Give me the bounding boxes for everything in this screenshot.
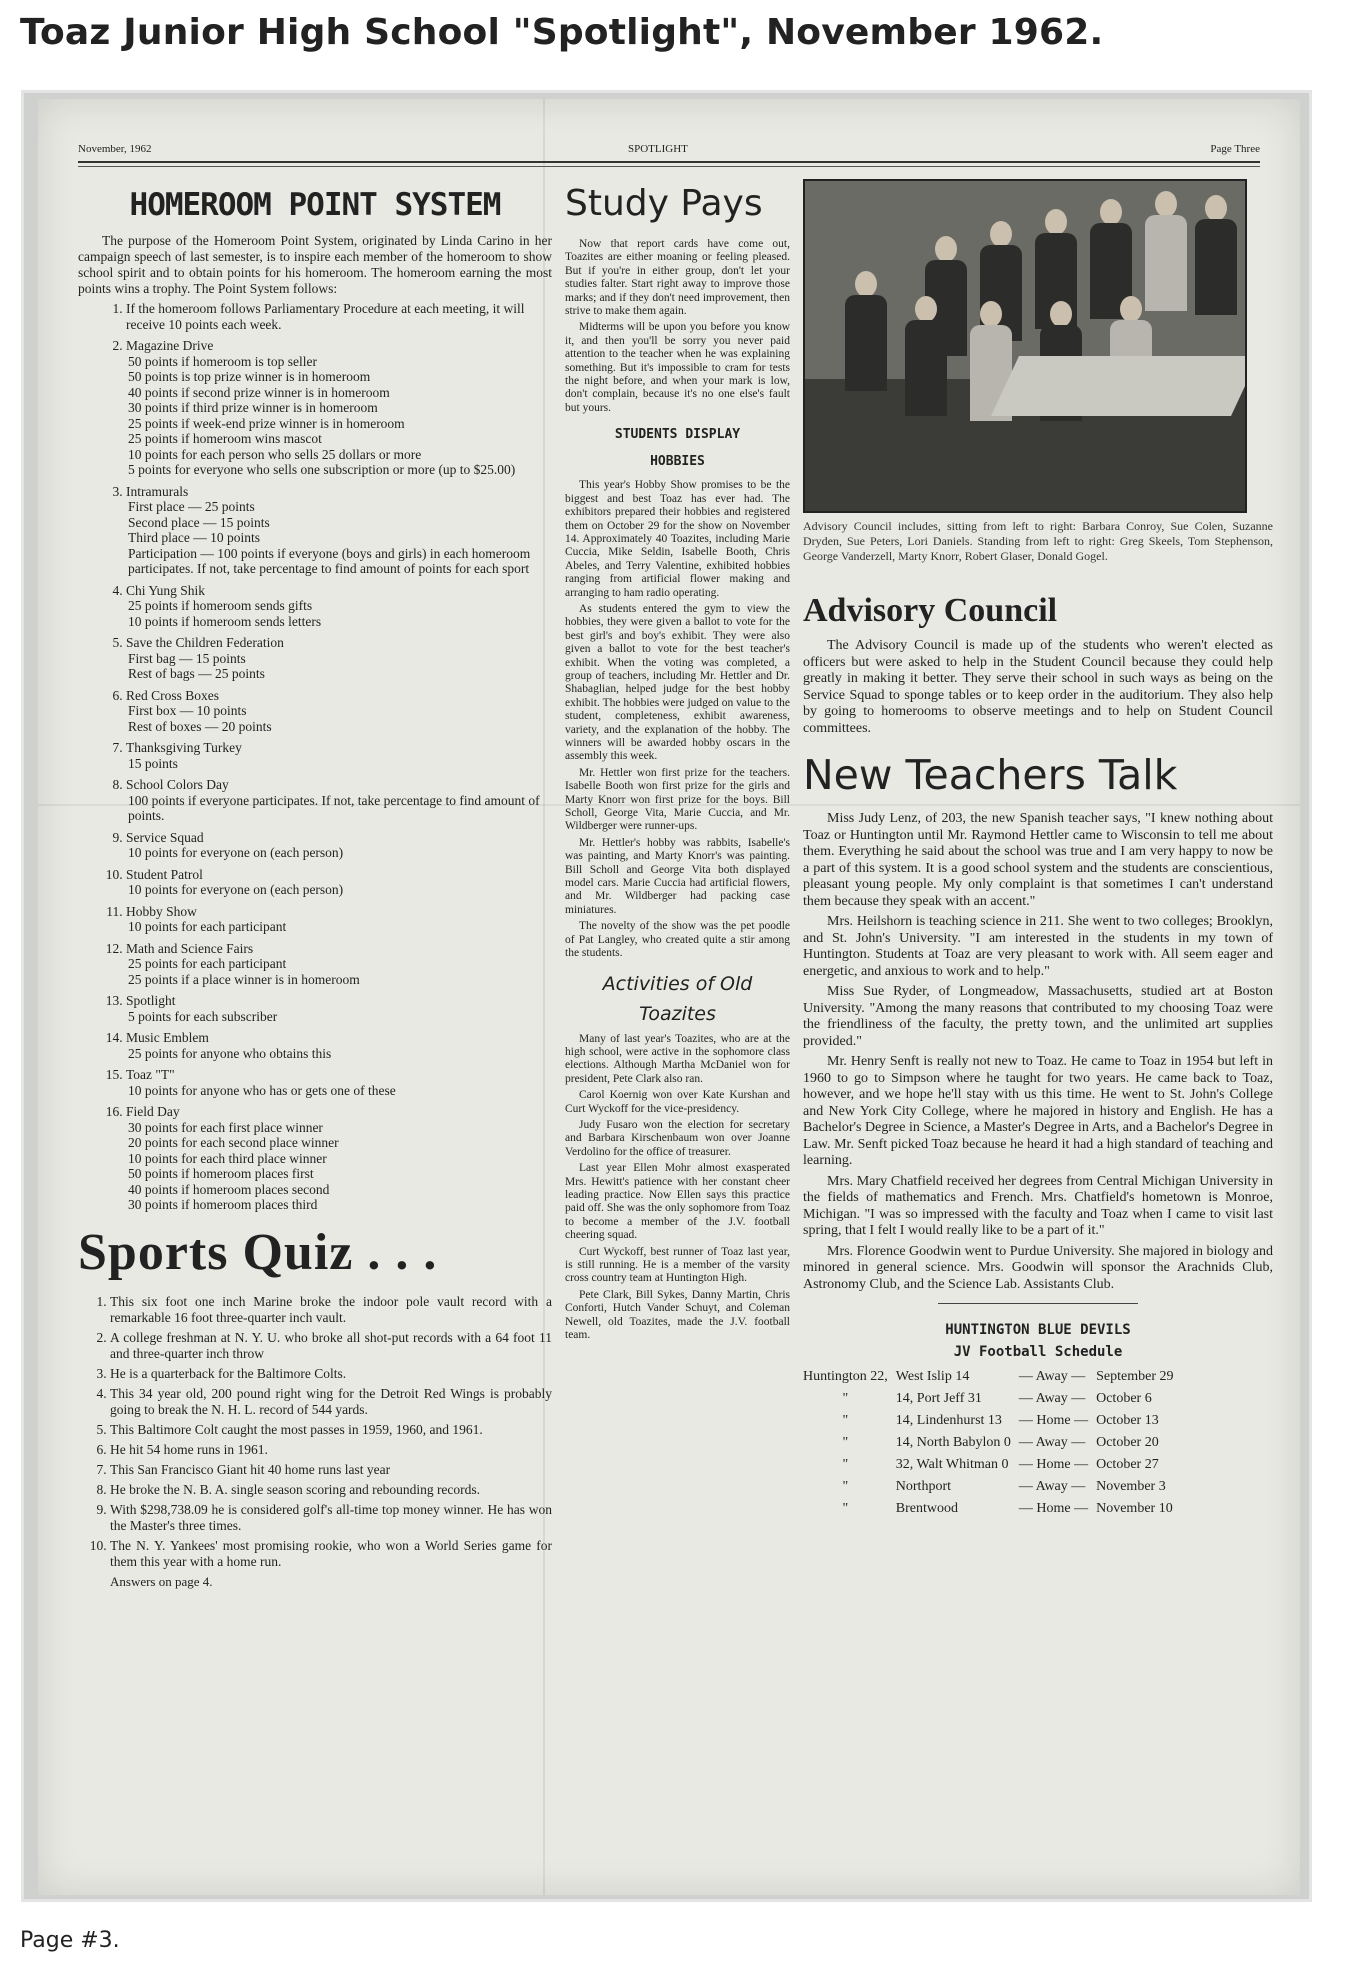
page-title: Toaz Junior High School "Spotlight", November 1962. bbox=[20, 12, 1104, 53]
page-footer: Page #3. bbox=[20, 1928, 120, 1953]
divider bbox=[938, 1303, 1138, 1304]
table-row: " 14, Lindenhurst 13 — Home — October 13 bbox=[842, 1413, 1159, 1428]
activities-paragraph: Carol Koernig won over Kate Kurshan and Curt Wyckoff for the vice-presidency. bbox=[565, 1089, 790, 1115]
quiz-question: 3. He is a quarterback for the Baltimore Colts. bbox=[110, 1366, 552, 1382]
masthead-page: Page Three bbox=[1210, 143, 1260, 155]
advisory-text: The Advisory Council is made up of the students who weren't elected as officers but were asked to help in the Student Council because they could help greatly in making it better. They serve their school in such ways as being on the Service Squad to sponge tables or to keep order in the auditorium. They also help by going to homerooms to observe meetings and to help on Student Council committees. bbox=[803, 638, 1273, 736]
table-row: Huntington 22, West Islip 14 — Away — September 29 bbox=[803, 1369, 1174, 1384]
activities-paragraph: Pete Clark, Bill Sykes, Danny Martin, Chris Conforti, Hutch Vander Schuyt, and Coleman Newell, old Toazites, made the J.V. football team. bbox=[565, 1288, 790, 1342]
point-item: 5. Save the Children Federation First bag — 15 points Rest of bags — 25 points bbox=[126, 635, 552, 682]
point-item: 16. Field Day 30 points for each first place winner 20 points for each second place winner 10 points for each third place winner 50 points if homeroom places first 40 points if homeroom places second 30 points if homeroom places third bbox=[126, 1104, 552, 1213]
group-photo bbox=[803, 179, 1247, 513]
masthead-date: November, 1962 bbox=[78, 143, 152, 155]
quiz-question: 5. This Baltimore Colt caught the most passes in 1959, 1960, and 1961. bbox=[110, 1422, 552, 1438]
quiz-question: 1. This six foot one inch Marine broke the indoor pole vault record with a remarkable 16 foot three-quarter inch vault. bbox=[110, 1294, 552, 1326]
quiz-question: 6. He hit 54 home runs in 1961. bbox=[110, 1442, 552, 1458]
sports-quiz-heading: Sports Quiz . . . bbox=[78, 1223, 438, 1281]
hobbies-paragraph: This year's Hobby Show promises to be the biggest and best Toaz has ever had. The exhibitors prepared their hobbies and registered them on October 29 for the show on November 14. Approximately 40 Toazites, including Marie Cuccia, Mike Seldin, Isabelle Booth, Chris Abeles, and Terry Valentine, exhibited hobbies ranging from artificial flower making and arranging to ham radio operating. bbox=[565, 479, 790, 599]
teachers-paragraph: Miss Sue Ryder, of Longmeadow, Massachusetts, studied art at Boston University. "Among the many reasons that contributed to my choosing Toaz were the friendliness of the faculty, the pretty town, and the unlimited art supplies provided." bbox=[803, 984, 1273, 1049]
point-item: 11. Hobby Show 10 points for each participant bbox=[126, 904, 552, 935]
quiz-list bbox=[78, 1294, 552, 1570]
newspaper-photo bbox=[21, 90, 1312, 1902]
quiz-answers-note: Answers on page 4. bbox=[110, 1573, 213, 1589]
point-item: 14. Music Emblem 25 points for anyone who obtains this bbox=[126, 1030, 552, 1061]
teachers-paragraph: Mrs. Heilshorn is teaching science in 211. She went to two colleges; Brooklyn, and St. John's University. "I am interested in the students in my town of Huntington. Students at Toaz are very pleasant to work with. All seem eager and energetic, and anxious to work and to help." bbox=[803, 914, 1273, 979]
advisory-heading: Advisory Council bbox=[803, 592, 1058, 629]
quiz-question: 9. With $298,738.09 he is considered golf's all-time top money winner. He has won the Master's three times. bbox=[110, 1502, 552, 1534]
quiz-question: 10. The N. Y. Yankees' most promising rookie, who won a World Series game for them this year with a home run. bbox=[110, 1538, 552, 1570]
column-right bbox=[803, 179, 1273, 1520]
masthead-rule bbox=[78, 161, 1260, 167]
hobbies-paragraph: Mr. Hettler won first prize for the teachers. Isabelle Booth won first prize for the girls and Marty Knorr won first prize for the boys. Bill Scholl, George Vita, Marie Cuccia, and Mr. Wildberger were runner-ups. bbox=[565, 766, 790, 833]
table-row: " 14, North Babylon 0 — Away — October 20 bbox=[842, 1435, 1159, 1450]
schedule-heading: HUNTINGTON BLUE DEVILS bbox=[945, 1322, 1131, 1338]
study-pays-heading: Study Pays bbox=[565, 183, 763, 224]
point-item: 3. Intramurals First place — 25 points Second place — 15 points Third place — 10 points Participation — 100 points if everyone (boys and girls) in each homeroom participates. If not, take percentage to find amount of points for each sport bbox=[126, 484, 552, 577]
column-left bbox=[78, 179, 552, 1590]
point-item: 1. If the homeroom follows Parliamentary Procedure at each meeting, it will receive 10 points each week. bbox=[126, 301, 552, 332]
hobbies-paragraph: As students entered the gym to view the hobbies, they were given a ballot to vote for the best girl's and boy's exhibit. They were also given a ballot to vote for the best teacher's exhibit. When the voting was completed, a group of teachers, including Mr. Hettler and Dr. Shabaglian, helped judge for the best hobby exhibit. The hobbies were judged on value to the student, completeness, exhibit awareness, variety, and the explanation of the hobby. The winners will be awarded hobby oscars in the assembly this week. bbox=[565, 602, 790, 763]
table-row: " Northport — Away — November 3 bbox=[842, 1479, 1166, 1494]
teachers-paragraph: Mrs. Florence Goodwin went to Purdue University. She majored in biology and minored in general science. Mrs. Goodwin will sponsor the Arachnids Club, Astronomy Club, and the Science Lab. Assistants Club. bbox=[803, 1243, 1273, 1292]
point-item: 15. Toaz "T" 10 points for anyone who has or gets one of these bbox=[126, 1067, 552, 1098]
point-item: 2. Magazine Drive 50 points if homeroom is top seller 50 points is top prize winner is in homeroom 40 points if second prize winner is in homeroom 30 points if third prize winner is in homeroom 25 points if week-end prize winner is in homeroom 25 points if homeroom wins mascot 10 points for each person who sells 25 dollars or more 5 points for everyone who sells one subscription or more (up to $25.00) bbox=[126, 338, 552, 478]
hobbies-paragraph: Mr. Hettler's hobby was rabbits, Isabelle's was painting, and Marty Knorr's was painting. Bill Scholl and George Vita both displayed model cars. Marie Cuccia had artificial flowers, and Mr. Wildberger had packing case miniatures. bbox=[565, 836, 790, 916]
point-list bbox=[78, 301, 552, 1213]
photo-caption: Advisory Council includes, sitting from left to right: Barbara Conroy, Sue Colen, Suzanne Dryden, Sue Peters, Lori Daniels. Standing from left to right: Greg Skeels, Tom Stephenson, George Vanderzell, Marty Knorr, Robert Glaser, Donald Gogel. bbox=[803, 519, 1273, 563]
activities-paragraph: Judy Fusaro won the election for secretary and Barbara Kirschenbaum won over Joanne Verdolino for the office of treasurer. bbox=[565, 1118, 790, 1158]
point-item: 13. Spotlight 5 points for each subscriber bbox=[126, 993, 552, 1024]
column-middle bbox=[565, 179, 790, 1345]
point-item: 10. Student Patrol 10 points for everyone on (each person) bbox=[126, 867, 552, 898]
point-item: 6. Red Cross Boxes First box — 10 points Rest of boxes — 20 points bbox=[126, 688, 552, 735]
teachers-paragraph: Mrs. Mary Chatfield received her degrees from Central Michigan University in the fields of mathematics and French. Mrs. Chatfield's hometown is Monroe, Michigan. "I was so impressed with the faculty and Toaz when I came to visit last spring, that I felt I would really like to be a part of it." bbox=[803, 1173, 1273, 1238]
teachers-heading: New Teachers Talk bbox=[803, 751, 1178, 799]
activities-heading: Activities of Old Toazites bbox=[602, 972, 753, 1025]
table-row: " 32, Walt Whitman 0 — Home — October 27 bbox=[842, 1457, 1159, 1472]
activities-paragraph: Many of last year's Toazites, who are at the high school, were active in the sophomore class elections. Although Martha McDaniel won for president, Pete Clark also ran. bbox=[565, 1032, 790, 1085]
teachers-paragraph: Mr. Henry Senft is really not new to Toaz. He came to Toaz in 1954 but left in 1960 to go to Simpson where he taught for two years. He came back to Toaz, however, and we hope he'll stay with us this time. He went to St. John's College and New York City College, where he majored in history and English. He has a Bachelor's Degree in Science, a Master's Degree in Arts, and a Bachelor's Degree in Law. Mr. Senft picked Toaz because he heard it had a high standard of teaching and learning. bbox=[803, 1054, 1273, 1168]
point-item: 7. Thanksgiving Turkey 15 points bbox=[126, 740, 552, 771]
masthead-name: SPOTLIGHT bbox=[628, 143, 688, 155]
study-paragraph: Now that report cards have come out, Toazites are either moaning or feeling pleased. But if you're in either group, don't let your studies falter. Start right away to improve those marks; and if they don't need improvement, then strive to make them again. bbox=[565, 238, 790, 318]
table-row: " Brentwood — Home — November 10 bbox=[842, 1501, 1173, 1516]
point-item: 12. Math and Science Fairs 25 points for each participant 25 points if a place winner is in homeroom bbox=[126, 941, 552, 988]
activities-paragraph: Curt Wyckoff, best runner of Toaz last year, is still running. He is a member of the varsity cross country team at Huntington High. bbox=[565, 1245, 790, 1285]
quiz-question: 4. This 34 year old, 200 pound right wing for the Detroit Red Wings is probably going to break the N. H. L. record of 544 yards. bbox=[110, 1386, 552, 1418]
hobbies-heading: STUDENTS DISPLAY HOBBIES bbox=[614, 427, 741, 470]
point-item: 4. Chi Yung Shik 25 points if homeroom sends gifts 10 points if homeroom sends letters bbox=[126, 583, 552, 630]
point-item: 9. Service Squad 10 points for everyone on (each person) bbox=[126, 830, 552, 861]
quiz-question: 7. This San Francisco Giant hit 40 home runs last year bbox=[110, 1462, 552, 1478]
table-row: " 14, Port Jeff 31 — Away — October 6 bbox=[842, 1391, 1152, 1406]
teachers-paragraph: Miss Judy Lenz, of 203, the new Spanish teacher says, "I knew nothing about Toaz or Huntington until Mr. Raymond Hettler came to Wisconsin to tell me about them. Everything he said about the school was true and I am very happy to now be a part of this system. It is a good school system and the students are conscientious, pleasant young people. My only complaint is that sometimes I can't understand them because they speak with an accent." bbox=[803, 811, 1273, 909]
activities-paragraph: Last year Ellen Mohr almost exasperated Mrs. Hewitt's patience with her constant cheer leading practice. Now Ellen says this practice paid off. She was the only sophomore from Toaz to become a member of the J.V. football cheering squad. bbox=[565, 1162, 790, 1242]
study-paragraph: Midterms will be upon you before you know it, and then you'll be sorry you never paid attention to the teacher when he was explaining something. But it's impossible to cram for tests the night before, and when your mark is low, don't complain, because it's no one else's fault but yours. bbox=[565, 321, 790, 414]
schedule-subheading: JV Football Schedule bbox=[953, 1344, 1123, 1360]
schedule-table bbox=[799, 1366, 1177, 1520]
quiz-question: 2. A college freshman at N. Y. U. who broke all shot-put records with a 64 foot 11 and three-quarter inch throw bbox=[110, 1330, 552, 1362]
hobbies-paragraph: The novelty of the show was the pet poodle of Pat Langley, who created quite a stir among the students. bbox=[565, 920, 790, 960]
homeroom-heading: HOMEROOM POINT SYSTEM bbox=[129, 187, 501, 223]
homeroom-intro: The purpose of the Homeroom Point System, originated by Linda Carino in her campaign speech of last semester, is to inspire each member of the homeroom to show school spirit and to obtain points for his homeroom. The homeroom earning the most points wins a trophy. The Point System follows: bbox=[78, 233, 552, 296]
quiz-question: 8. He broke the N. B. A. single season scoring and rebounding records. bbox=[110, 1482, 552, 1498]
point-item: 8. School Colors Day 100 points if everyone participates. If not, take percentage to find amount of points. bbox=[126, 777, 552, 824]
newspaper-page bbox=[38, 99, 1300, 1895]
